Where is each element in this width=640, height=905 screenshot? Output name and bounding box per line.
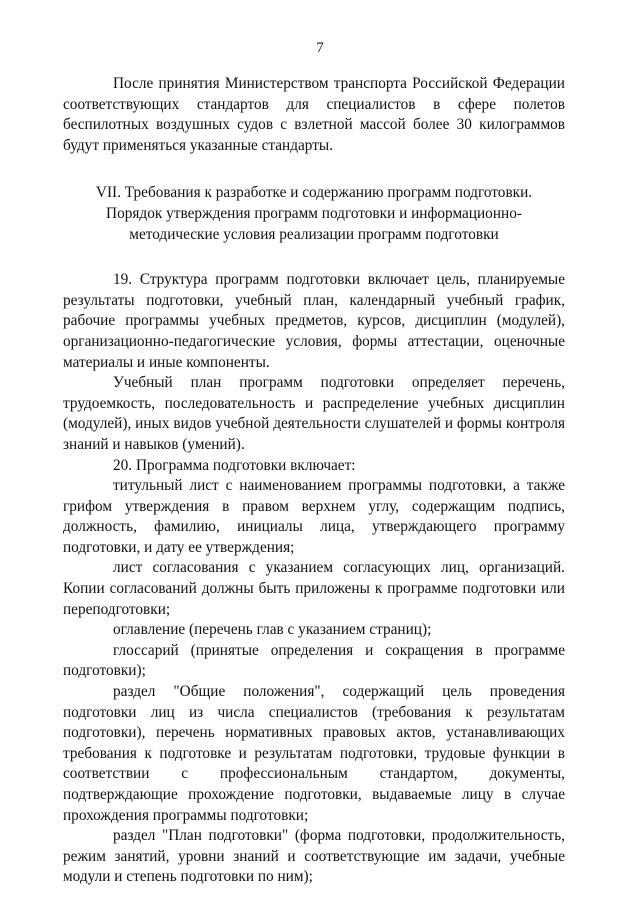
section-heading bbox=[63, 183, 565, 245]
page-number: 7 bbox=[316, 40, 324, 56]
section-heading-line-1: VII. Требования к разработке и содержанию программ подготовки. bbox=[95, 184, 533, 202]
document-body bbox=[63, 74, 565, 888]
section-heading-line-2: Порядок утверждения программ подготовки и информационно- bbox=[106, 204, 522, 222]
paragraph-study-plan: Учебный план программ подготовки определяет перечень, трудоемкость, последовательность и распределение учебных дисциплин (модулей), иных видов учебной деятельности слушателей и формы контроля знаний и навыков (умений). bbox=[63, 374, 565, 453]
paragraph-20-intro: 20. Программа подготовки включает: bbox=[113, 456, 356, 474]
intro-paragraph: После принятия Министерством транспорта Российской Федерации соответствующих стандартов для специалистов в сфере полетов беспилотных воздушных судов с взлетной массой более 30 килограммов будут применяться указанные стандарты. bbox=[63, 75, 565, 154]
list-item-glossary: глоссарий (принятые определения и сокращения в программе подготовки); bbox=[63, 641, 565, 680]
list-item-training-plan: раздел "План подготовки" (форма подготовки, продолжительность, режим занятий, уровни знаний и соответствующие им задачи, учебные модули и степень подготовки по ним); bbox=[63, 827, 565, 886]
section-heading-line-3: методические условия реализации программ подготовки bbox=[129, 225, 499, 243]
list-item-general-provisions: раздел "Общие положения", содержащий цель проведения подготовки лиц из числа специалистов (требования к результатам подготовки), перечень нормативных правовых актов, устанавливающих требования к подготовке и результатам подготовки, трудовые функции в соответствии с профессиональным стандартом, документы, подтверждающие прохождение подготовки, выдаваемые лицу в случае прохождения программы подготовки; bbox=[63, 683, 565, 824]
list-item-table-of-contents: оглавление (перечень глав с указанием страниц); bbox=[113, 621, 432, 639]
list-item-title-page: титульный лист с наименованием программы подготовки, а также грифом утверждения в правом верхнем углу, содержащим подпись, должность, фамилию, инициалы лица, утверждающего программу подготовки, и дату ее утверждения; bbox=[63, 477, 565, 556]
list-item-approval-sheet: лист согласования с указанием согласующих лиц, организаций. Копии согласований должны быть приложены к программе подготовки или переподготовки; bbox=[63, 559, 565, 618]
paragraph-19-structure: 19. Структура программ подготовки включает цель, планируемые результаты подготовки, учебный план, календарный учебный график, рабочие программы учебных предметов, курсов, дисциплин (модулей), организационно-педагогические условия, формы аттестации, оценочные материалы и иные компоненты. bbox=[63, 271, 565, 371]
